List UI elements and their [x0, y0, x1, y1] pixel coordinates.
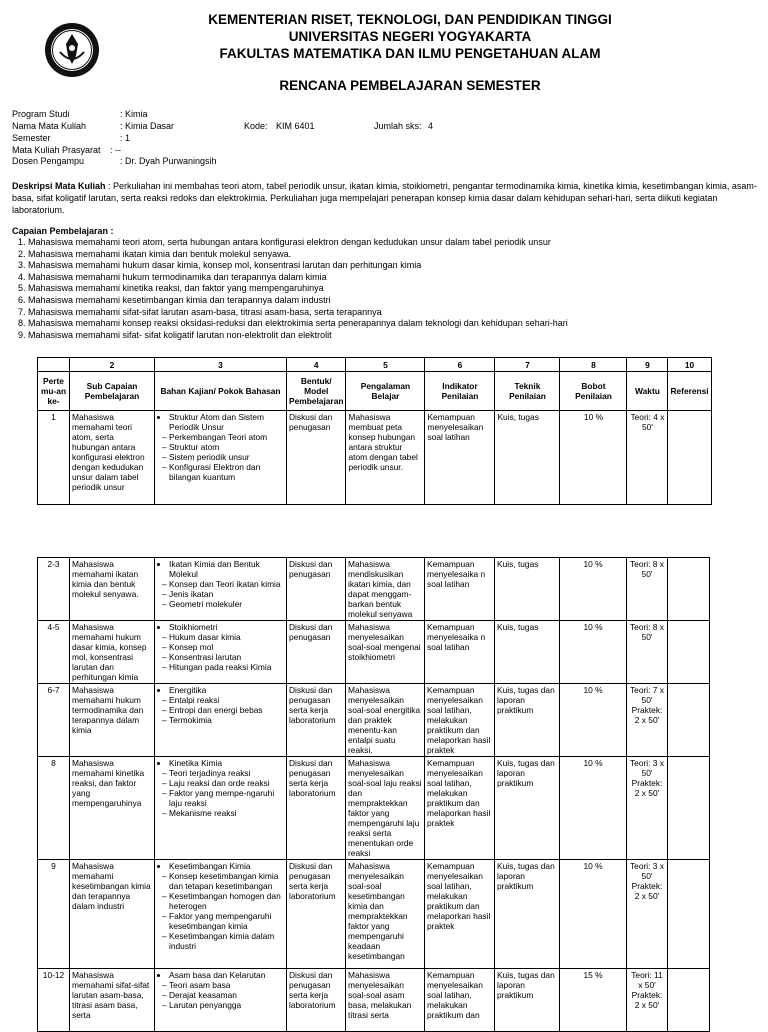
sks-label: Jumlah sks:: [374, 121, 422, 131]
table-row: [38, 969, 710, 1032]
bentuk-cell: Diskusi dan penugasan serta kerja laboratorium: [287, 684, 346, 757]
learning-outcome-item: 4. Mahasiswa memahami hukum termodinamika dan terapannya dalam kimia: [18, 271, 327, 282]
header-faculty: FAKULTAS MATEMATIKA DAN ILMU PENGETAHUAN ALAM: [219, 46, 601, 61]
column-header: Perte mu-an ke-: [38, 372, 70, 411]
teknik-cell: Kuis, tugas dan laporan praktikum: [495, 757, 560, 860]
column-header-row: [38, 372, 712, 411]
teknik-cell: Kuis, tugas dan laporan praktikum: [495, 969, 560, 1032]
learning-outcome-item: 5. Mahasiswa memahami kinetika reaksi, dan faktor yang mempengaruhinya: [18, 283, 324, 294]
teknik-cell: Kuis, tugas dan laporan praktikum: [495, 860, 560, 969]
learning-outcome-item: 3. Mahasiswa memahami hukum dasar kimia, konsep mol, konsentrasi larutan dan perhitungan kimia: [18, 260, 422, 271]
bahan-kajian-cell: [155, 558, 287, 621]
dosen-value: : Dr. Dyah Purwaningsih: [120, 156, 217, 166]
bobot-cell: 15 %: [560, 969, 627, 1032]
waktu-cell: Teori: 8 x 50': [627, 558, 668, 621]
bahan-kajian-list: [157, 559, 284, 609]
table-row: [38, 860, 710, 969]
waktu-cell: Teori: 4 x 50': [627, 411, 668, 505]
waktu-cell: Teori: 3 x 50' Praktek: 2 x 50': [627, 860, 668, 969]
referensi-cell: [668, 684, 710, 757]
bahan-kajian-item: – Struktur atom: [169, 442, 284, 452]
bahan-kajian-list: [157, 412, 284, 482]
description-text: : Perkuliahan ini membahas teori atom, tabel periodik unsur, ikatan kimia, stoikiometri, pengantar termodinamika kimia, kinetika kimia, kesetimbangan kimia, asam-basa, sifat koligatif larutan, serta reaksi redoks dan elektrokimia. Perkuliahan juga mempelajari penerapan konsep kimia dasar dalam kehidupan sehari-hari, serta diikuti kegiatan laboratorium.: [12, 181, 757, 215]
pengalaman-cell: Mahasiswa menyelesaikan soal-soal mengenai stoikhiometri: [346, 621, 425, 684]
header-university: UNIVERSITAS NEGERI YOGYAKARTA: [288, 29, 532, 44]
indikator-cell: Kemampuan menyelesaikan soal latihan: [425, 411, 495, 505]
bahan-kajian-item: – Entropi dan energi bebas: [169, 705, 284, 715]
bahan-kajian-item: • Stoikhiometri: [169, 622, 284, 632]
course-description: [12, 180, 758, 216]
pertemuan-cell: 1: [38, 411, 70, 505]
referensi-cell: [668, 411, 711, 505]
pengalaman-cell: Mahasiswa membuat peta konsep hubungan antara struktur atom dengan tabel periodik unsur.: [346, 411, 425, 505]
pertemuan-cell: 9: [38, 860, 70, 969]
referensi-cell: [668, 757, 710, 860]
waktu-cell: Teori: 11 x 50' Praktek: 2 x 50': [627, 969, 668, 1032]
bahan-kajian-item: – Termokimia: [169, 715, 284, 725]
column-header: Referensi: [668, 372, 711, 411]
bahan-kajian-item: – Mekanisme reaksi: [169, 808, 284, 818]
bobot-cell: 10 %: [560, 411, 627, 505]
indikator-cell: Kemampuan menyelesaika n soal latihan: [425, 558, 495, 621]
bobot-cell: 10 %: [560, 757, 627, 860]
column-number: 7: [495, 358, 560, 372]
pertemuan-cell: 6-7: [38, 684, 70, 757]
mata-kuliah-label: Nama Mata Kuliah: [12, 121, 87, 131]
bentuk-cell: Diskusi dan penugasan serta kerja laboratorium: [287, 860, 346, 969]
semester-label: Semester: [12, 133, 51, 143]
learning-outcomes-title: Capaian Pembelajaran :: [12, 226, 114, 236]
bahan-kajian-item: – Perkembangan Teori atom: [169, 432, 284, 442]
waktu-cell: Teori: 8 x 50': [627, 621, 668, 684]
sub-capaian-cell: Mahasiswa memahami kesetimbangan kimia dan terapannya dalam industri: [70, 860, 155, 969]
column-header: Indikator Penilaian: [425, 372, 495, 411]
referensi-cell: [668, 558, 710, 621]
bahan-kajian-item: – Teori terjadinya reaksi: [169, 768, 284, 778]
sub-capaian-cell: Mahasiswa memahami kinetika reaksi, dan faktor yang mempengaruhinya: [70, 757, 155, 860]
pertemuan-cell: 8: [38, 757, 70, 860]
pengalaman-cell: Mahasiswa menyelesaikan soal-soal kesetimbangan kimia dan mempraktekkan faktor yang mempengaruhi keadaan kesetimbangan: [346, 860, 425, 969]
indikator-cell: Kemampuan menyelesaika n soal latihan: [425, 621, 495, 684]
referensi-cell: [668, 969, 710, 1032]
document-title: RENCANA PEMBELAJARAN SEMESTER: [279, 78, 541, 93]
program-studi-label: Program Studi: [12, 109, 70, 119]
bahan-kajian-list: [157, 970, 284, 1010]
learning-outcome-item: 8. Mahasiswa memahami konsep reaksi oksidasi-reduksi dan elektrokimia serta penerapannya dalam teknologi dan kehidupan sehari-hari: [18, 318, 568, 329]
bahan-kajian-cell: [155, 684, 287, 757]
bahan-kajian-item: – Kesetimbangan kimia dalam industri: [169, 931, 284, 951]
column-number: 6: [425, 358, 495, 372]
bahan-kajian-item: – Kesetimbangan homogen dan heterogen: [169, 891, 284, 911]
learning-outcome-item: 6. Mahasiswa memahami kesetimbangan kimia dan terapannya dalam industri: [18, 294, 331, 305]
sub-capaian-cell: Mahasiswa memahami sifat-sifat larutan asam-basa, titrasi asam basa, serta: [70, 969, 155, 1032]
bahan-kajian-item: • Energitika: [169, 685, 284, 695]
bahan-kajian-item: – Faktor yang mempe-ngaruhi laju reaksi: [169, 788, 284, 808]
bahan-kajian-item: • Kesetimbangan Kimia: [169, 861, 284, 871]
bahan-kajian-list: [157, 861, 284, 951]
referensi-cell: [668, 621, 710, 684]
column-number: 10: [668, 358, 711, 372]
bentuk-cell: Diskusi dan penugasan: [287, 411, 346, 505]
pengalaman-cell: Mahasiswa menyelesaikan soal-soal laju reaksi dan mempraktekkan faktor yang mempengaruhi laju reaksi serta menentukan orde reaksi: [346, 757, 425, 860]
learning-outcome-item: 7. Mahasiswa memahami sifat-sifat larutan asam-basa, titrasi asam-basa, serta terapannya: [18, 306, 382, 317]
learning-outcome-item: 9. Mahasiswa memahami sifat- sifat koligatif larutan non-elektrolit dan elektrolit: [18, 329, 332, 340]
prasyarat-label: Mata Kuliah Prasyarat: [12, 145, 101, 155]
rps-table-continued: [37, 557, 710, 1032]
bahan-kajian-item: – Jenis ikatan: [169, 589, 284, 599]
bahan-kajian-item: – Sistem periodik unsur: [169, 452, 284, 462]
column-number: 3: [155, 358, 287, 372]
sub-capaian-cell: Mahasiswa memahami hukum dasar kimia, konsep mol, konsentrasi larutan dan perhitungan kimia: [70, 621, 155, 684]
bobot-cell: 10 %: [560, 860, 627, 969]
semester-value: : 1: [120, 133, 131, 143]
bahan-kajian-item: – Hitungan pada reaksi Kimia: [169, 662, 284, 672]
indikator-cell: Kemampuan menyelesaikan soal latihan, melakukan praktikum dan: [425, 969, 495, 1032]
column-header: Sub Capaian Pembelajaran: [70, 372, 155, 411]
table-row: [38, 411, 712, 505]
prasyarat-value: : --: [110, 145, 121, 155]
referensi-cell: [668, 860, 710, 969]
column-number-row: [38, 358, 712, 372]
waktu-cell: Teori: 7 x 50' Praktek: 2 x 50': [627, 684, 668, 757]
bahan-kajian-item: • Kinetika Kimia: [169, 758, 284, 768]
sub-capaian-cell: Mahasiswa memahami hukum termodinamika dan terapannya dalam kimia: [70, 684, 155, 757]
column-number: 9: [627, 358, 668, 372]
pertemuan-cell: 10-12: [38, 969, 70, 1032]
learning-outcome-item: 1. Mahasiswa memahami teori atom, serta hubungan antara konfigurasi elektron dengan kedudukan unsur dalam tabel periodik unsur: [18, 237, 551, 247]
bahan-kajian-item: – Konsep mol: [169, 642, 284, 652]
column-header: Bobot Penilaian: [560, 372, 627, 411]
bahan-kajian-item: – Teori asam basa: [169, 980, 284, 990]
rps-table-header-part: [37, 357, 712, 505]
pertemuan-cell: 4-5: [38, 621, 70, 684]
bentuk-cell: Diskusi dan penugasan serta kerja laboratorium: [287, 969, 346, 1032]
column-number: 2: [70, 358, 155, 372]
bahan-kajian-list: [157, 758, 284, 818]
bahan-kajian-item: – Laju reaksi dan orde reaksi: [169, 778, 284, 788]
kode-value: KIM 6401: [276, 121, 315, 131]
learning-outcomes-list: [18, 237, 568, 341]
bobot-cell: 10 %: [560, 684, 627, 757]
bahan-kajian-item: – Geometri molekuler: [169, 599, 284, 609]
bahan-kajian-item: – Larutan penyangga: [169, 1000, 284, 1010]
table-row: [38, 621, 710, 684]
bahan-kajian-list: [157, 622, 284, 672]
program-studi-value: : Kimia: [120, 109, 148, 119]
bahan-kajian-list: [157, 685, 284, 725]
bahan-kajian-item: – Derajat keasaman: [169, 990, 284, 1000]
teknik-cell: Kuis, tugas: [495, 411, 560, 505]
table-row: [38, 684, 710, 757]
bahan-kajian-item: – Hukum dasar kimia: [169, 632, 284, 642]
teknik-cell: Kuis, tugas dan laporan praktikum: [495, 684, 560, 757]
column-header: Bahan Kajian/ Pokok Bahasan: [155, 372, 287, 411]
bahan-kajian-item: • Struktur Atom dan Sistem Periodik Unsur: [169, 412, 284, 432]
column-number: 8: [560, 358, 627, 372]
pengalaman-cell: Mahasiswa menyelesaikan soal-soal asam basa, melakukan titrasi serta: [346, 969, 425, 1032]
column-header: Bentuk/ Model Pembelajaran: [287, 372, 346, 411]
table-row: [38, 757, 710, 860]
bobot-cell: 10 %: [560, 558, 627, 621]
sks-value: 4: [428, 121, 434, 131]
indikator-cell: Kemampuan menyelesaikan soal latihan, melakukan praktikum dan melaporkan hasil praktek: [425, 757, 495, 860]
pertemuan-cell: 2-3: [38, 558, 70, 621]
column-header: Teknik Penilaian: [495, 372, 560, 411]
bahan-kajian-item: – Konsep kesetimbangan kimia dan tetapan kesetimbangan: [169, 871, 284, 891]
bahan-kajian-item: – Faktor yang mempengaruhi kesetimbangan kimia: [169, 911, 284, 931]
indikator-cell: Kemampuan menyelesaikan soal latihan, melakukan praktikum dan melaporkan hasil praktek: [425, 860, 495, 969]
university-logo: [44, 22, 100, 78]
pengalaman-cell: Mahasiswa menyelesaikan soal-soal energitika dan praktek menentu-kan entalpi suatu reaksi.: [346, 684, 425, 757]
bahan-kajian-cell: [155, 411, 287, 505]
bentuk-cell: Diskusi dan penugasan: [287, 621, 346, 684]
sub-capaian-cell: Mahasiswa memahami ikatan kimia dan bentuk molekul senyawa.: [70, 558, 155, 621]
bahan-kajian-item: – Entalpi reaksi: [169, 695, 284, 705]
kode-label: Kode:: [244, 121, 268, 131]
sub-capaian-cell: Mahasiswa memahami teori atom, serta hubungan antara konfigurasi elektron dengan kedudukan unsur dalam tabel periodik unsur: [70, 411, 155, 505]
bahan-kajian-item: – Konsep dan Teori ikatan kimia: [169, 579, 284, 589]
bahan-kajian-cell: [155, 757, 287, 860]
mata-kuliah-value: : Kimia Dasar: [120, 121, 175, 131]
column-number: 4: [287, 358, 346, 372]
bahan-kajian-item: – Konfigurasi Elektron dan bilangan kuantum: [169, 462, 284, 482]
waktu-cell: Teori: 3 x 50' Praktek: 2 x 50': [627, 757, 668, 860]
learning-outcome-item: 2. Mahasiswa memahami ikatan kimia dan bentuk molekul senyawa.: [18, 248, 292, 259]
bahan-kajian-cell: [155, 621, 287, 684]
bahan-kajian-cell: [155, 860, 287, 969]
teknik-cell: Kuis, tugas: [495, 558, 560, 621]
column-header: Waktu: [627, 372, 668, 411]
bahan-kajian-cell: [155, 969, 287, 1032]
pengalaman-cell: Mahasiswa mendiskusikan ikatan kimia, dan dapat menggam-barkan bentuk molekul senyawa: [346, 558, 425, 621]
teknik-cell: Kuis, tugas: [495, 621, 560, 684]
indikator-cell: Kemampuan menyelesaikan soal latihan, melakukan praktikum dan melaporkan hasil praktek: [425, 684, 495, 757]
bobot-cell: 10 %: [560, 621, 627, 684]
header-ministry: KEMENTERIAN RISET, TEKNOLOGI, DAN PENDIDIKAN TINGGI: [208, 12, 612, 27]
bentuk-cell: Diskusi dan penugasan: [287, 558, 346, 621]
table-row: [38, 558, 710, 621]
bahan-kajian-item: – Konsentrasi larutan: [169, 652, 284, 662]
description-label: Deskripsi Mata Kuliah: [12, 181, 106, 191]
dosen-label: Dosen Pengampu: [12, 156, 85, 166]
bentuk-cell: Diskusi dan penugasan serta kerja laboratorium: [287, 757, 346, 860]
column-header: Pengalaman Belajar: [346, 372, 425, 411]
bahan-kajian-item: • Ikatan Kimia dan Bentuk Molekul: [169, 559, 284, 579]
column-number: 5: [346, 358, 425, 372]
column-number: [38, 358, 70, 372]
bahan-kajian-item: • Asam basa dan Kelarutan: [169, 970, 284, 980]
